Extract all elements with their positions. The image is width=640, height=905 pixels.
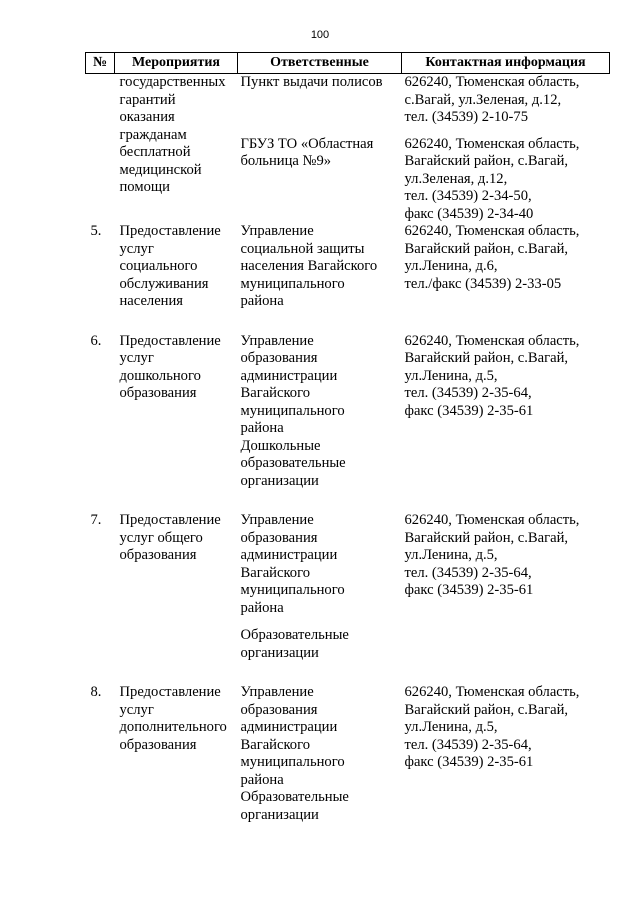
contact-line: с.Вагай, ул.Зеленая, д.12, — [404, 91, 562, 108]
responsible-cell — [238, 490, 402, 662]
contact-line: Вагайский район, с.Вагай, — [404, 153, 569, 169]
contact-line: 626240, Тюменская область, — [404, 135, 580, 152]
contact-cell — [402, 490, 610, 662]
responsible-line: организации — [240, 644, 319, 661]
contact-line: тел. (34539) 2-35-64, — [404, 385, 532, 401]
contact-block — [405, 512, 610, 600]
responsible-cell — [238, 74, 402, 224]
contact-block — [405, 136, 610, 224]
contact-line: тел. (34539) 2-35-64, — [404, 736, 532, 753]
contact-block — [405, 684, 610, 772]
page-number: 100 — [310, 29, 330, 41]
contact-line: Вагайский район, с.Вагай, — [404, 701, 569, 718]
row-number: 5. — [90, 223, 102, 239]
responsible-line: населения Вагайского — [240, 258, 378, 274]
contact-line: факс (34539) 2-34-40 — [404, 205, 534, 222]
activity-line: дошкольного — [119, 367, 201, 384]
activity-line: социального — [119, 258, 198, 274]
responsible-line: Дошкольные — [240, 437, 321, 454]
activity-line: бесплатной — [119, 144, 191, 160]
activity-line: населения — [119, 293, 184, 309]
row-number: 6. — [90, 332, 102, 349]
row-number — [86, 74, 115, 224]
responsible-line: муниципального — [240, 582, 345, 598]
responsible-block — [241, 627, 402, 662]
contact-line: ул.Ленина, д.6, — [404, 258, 498, 274]
activity-line: услуг — [119, 240, 154, 257]
table-row — [86, 311, 610, 491]
contact-line: тел. (34539) 2-10-75 — [404, 109, 528, 125]
contact-line: ул.Ленина, д.5, — [404, 367, 498, 384]
responsible-line: образовательные — [240, 455, 346, 471]
responsible-cell — [238, 223, 402, 311]
responsible-line: Управление — [240, 684, 314, 700]
contact-line: тел./факс (34539) 2-33-05 — [404, 275, 562, 292]
responsible-line: организации — [240, 806, 319, 823]
responsible-line: администрации — [240, 367, 338, 384]
responsible-block — [241, 223, 402, 311]
contact-line: ул.Ленина, д.5, — [404, 547, 498, 563]
activity-cell — [115, 662, 238, 824]
responsible-line: района — [240, 771, 284, 788]
responsible-line: района — [240, 599, 284, 616]
contact-block — [405, 74, 610, 127]
responsible-line: организации — [240, 472, 319, 489]
contact-line: факс (34539) 2-35-61 — [404, 582, 534, 598]
contact-line: 626240, Тюменская область, — [404, 512, 580, 528]
responsible-cell — [238, 311, 402, 491]
contact-line: тел. (34539) 2-35-64, — [404, 564, 532, 581]
table-body — [86, 74, 610, 825]
responsible-line: администрации — [240, 719, 338, 735]
responsible-line: администрации — [240, 547, 338, 563]
responsible-block — [241, 74, 402, 92]
contact-block — [405, 223, 610, 293]
contact-line: Вагайский район, с.Вагай, — [404, 240, 569, 257]
contact-line: 626240, Тюменская область, — [404, 223, 580, 239]
activity-line: дополнительного — [119, 719, 227, 735]
responsible-line: муниципального — [240, 402, 345, 419]
activity-cell — [115, 490, 238, 662]
row-number: 8. — [90, 684, 102, 700]
responsible-line: муниципального — [240, 275, 345, 292]
row-number: 7. — [90, 512, 102, 528]
activity-line: помощи — [119, 179, 170, 195]
table-row — [86, 662, 610, 824]
activity-line: Предоставление — [119, 332, 221, 349]
responsible-line: ГБУЗ ТО «Областная — [240, 135, 374, 152]
responsible-line: Образовательные — [240, 627, 349, 643]
activity-line: государственных — [119, 74, 226, 90]
activity-line: Предоставление — [119, 684, 221, 700]
contact-line: ул.Зеленая, д.12, — [404, 170, 508, 187]
activity-line: услуг — [119, 350, 154, 366]
responsible-line: Вагайского — [240, 564, 311, 581]
header-responsible: Ответственные — [238, 53, 402, 74]
contact-line: 626240, Тюменская область, — [404, 74, 580, 90]
activity-line: услуг общего — [119, 529, 203, 546]
contact-line: Вагайский район, с.Вагай, — [404, 350, 569, 366]
activity-cell — [115, 311, 238, 491]
contact-line: Вагайский район, с.Вагай, — [404, 529, 569, 546]
activity-cell — [115, 223, 238, 311]
responsible-line: Вагайского — [240, 736, 311, 753]
contact-cell — [402, 662, 610, 824]
responsible-line: Образовательные — [240, 789, 349, 805]
events-table — [85, 52, 610, 824]
responsible-block — [241, 136, 402, 171]
responsible-line: Вагайского — [240, 385, 311, 401]
contact-cell — [402, 74, 610, 224]
contact-line: ул.Ленина, д.5, — [404, 719, 498, 735]
contact-line: факс (34539) 2-35-61 — [404, 754, 534, 770]
header-contacts: Контактная информация — [402, 53, 610, 74]
responsible-block — [241, 333, 402, 491]
responsible-line: социальной защиты — [240, 240, 365, 257]
responsible-line: муниципального — [240, 754, 345, 770]
activity-line: образования — [119, 547, 197, 563]
contact-line: тел. (34539) 2-34-50, — [404, 188, 532, 204]
activity-line: гарантий — [119, 91, 176, 108]
responsible-line: Пункт выдачи полисов — [240, 74, 383, 90]
table-row — [86, 74, 610, 224]
header-activities: Мероприятия — [115, 53, 238, 74]
table-row — [86, 223, 610, 311]
activity-line: медицинской — [119, 161, 202, 178]
responsible-cell — [238, 662, 402, 824]
activity-line: Предоставление — [119, 223, 221, 239]
contact-line: факс (34539) 2-35-61 — [404, 402, 534, 419]
responsible-line: образования — [240, 701, 318, 718]
table-header-row — [86, 53, 610, 74]
table-row — [86, 490, 610, 662]
contact-block — [405, 333, 610, 421]
activity-line: образования — [119, 385, 197, 401]
responsible-line: района — [240, 420, 284, 436]
responsible-line: образования — [240, 350, 318, 366]
responsible-line: района — [240, 293, 284, 309]
contact-line: 626240, Тюменская область, — [404, 332, 580, 349]
responsible-line: Управление — [240, 223, 314, 239]
responsible-block — [241, 512, 402, 617]
activity-cell — [115, 74, 238, 224]
contact-cell — [402, 223, 610, 311]
activity-line: Предоставление — [119, 512, 221, 528]
contact-cell — [402, 311, 610, 491]
activity-line: услуг — [119, 701, 154, 718]
activity-line: обслуживания — [119, 275, 209, 292]
responsible-line: образования — [240, 529, 318, 546]
activity-line: оказания — [119, 109, 175, 125]
header-number: № — [86, 53, 115, 74]
responsible-line: Управление — [240, 332, 314, 349]
responsible-line: больница №9» — [240, 153, 332, 169]
activity-line: гражданам — [119, 126, 187, 143]
activity-line: образования — [119, 736, 197, 753]
responsible-line: Управление — [240, 512, 314, 528]
responsible-block — [241, 684, 402, 824]
contact-line: 626240, Тюменская область, — [404, 684, 580, 700]
